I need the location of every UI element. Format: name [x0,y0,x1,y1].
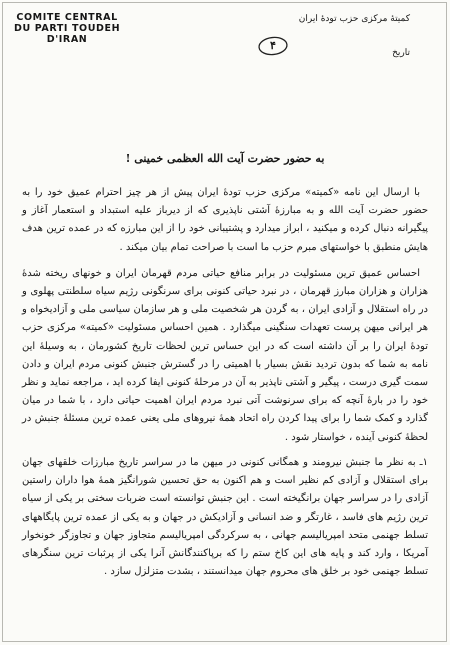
page-number-text: ۴ [270,39,276,52]
letter-body-intro [22,184,428,455]
letterhead-line-1: COMITE CENTRAL [16,12,118,23]
letter-body-point-1 [22,454,428,589]
paragraph-3: ۱ـ به نظر ما جنبش نیرومند و همگانی کنونی در میهن ما در سراسر تاریخ مبارزات خلقهای جهان برای استقلال و آزادی کم نظیر است و هم اکنون به حق تحسین شورانگیز همهٔ هوا داران راستین آزادی را در سراسر جهان برانگیخته است . این جنبش توانسته است ضربات سختی بر یکی از سیاه ترین رژیم های فاسد ، غارتگر و ضد انسانی و آزادیکش در جهان و به یکی از عمده ترین پایگاههای تسلط جهنمی متحد امپریالیسم جهانی ، به سرکردگی امپریالیسم متجاوز جهان و تجاوزگر خونخوار آمریکا ، وارد کند و پایه های این کاخ ستم را که برپاکنندگانش آنرا یکی از پرثبات ترین سنگرهای تسلط جهنمی خود بر خلق های محروم جهان میدانستند ، بشدت متزلزل سازد . [22,457,428,578]
date-label: تاریخ [392,48,410,58]
letterhead-persian: کمیتهٔ مرکزی حزب تودهٔ ایران [298,14,410,24]
letterhead-line-2: DU PARTI TOUDEH [14,23,121,34]
page-number [256,35,290,57]
letterhead-line-3: D'IRAN [46,34,88,45]
letterhead [14,12,120,45]
paragraph-2: احساس عمیق ترین مسئولیت در برابر منافع حیاتی مردم قهرمان ایران و خونهای ریخته شدهٔ هزاران و هزاران مبارز قهرمان ، در نبرد حیاتی کنونی برای سرنگونی رژیم سیاه سلطنتی پهلوی و در راه استقلال و آزادی ایران ، به گردن هر شخصیت ملی و هر سازمان سیاسی ملی و آزادیخواه و هر ایرانی میهن پرست تعهدات سنگینی میگذارد . همین احساس مسئولیت «کمیته» مرکزی حزب تودهٔ ایران را بر آن داشته است که در این حساس ترین لحظات تاریخ کشورمان ، به وسیلهٔ این نامه به شما که بدون تردید نقش بسیار با اهمیتی را در گسترش جنبش کنونی مردم ایران و دادن سمت گیری درست ، پیگیر و آشتی ناپذیر به آن در مرحلهٔ کنونی ایفا کرده اید ، مراجعه نماید و نظر خود را در بارهٔ آنچه که برای سرنوشت آتی نبرد مردم ایران اهمیت حیاتی دارد ، با شما در میان گذارد و کمک شما را برای پیدا کردن راه اتحاد همهٔ نیروهای ملی یعنی عمده ترین مسئلهٔ جنبش در لحظهٔ کنونی آینده ، خواستار شود . [22,267,428,443]
salutation: به حضور حضرت آیت الله العظمی خمینی ! [125,152,325,165]
paragraph-1: با ارسال این نامه «کمیته» مرکزی حزب تودهٔ ایران پیش از هر چیز احترام عمیق خود را به حضور حضرت آیت الله و به مبارزهٔ آشتی ناپذیری که از دیرباز علیه استبداد و استعمار آغاز و پیگیرانه دنبال کرده و میکنید ، ابراز میدارد و پشتیبانی خود را از این مبارزه که در عمده ترین هدف هایش منطبق با خواستهای مبرم حزب ما است با صراحت تمام بیان میکند . [22,187,428,253]
